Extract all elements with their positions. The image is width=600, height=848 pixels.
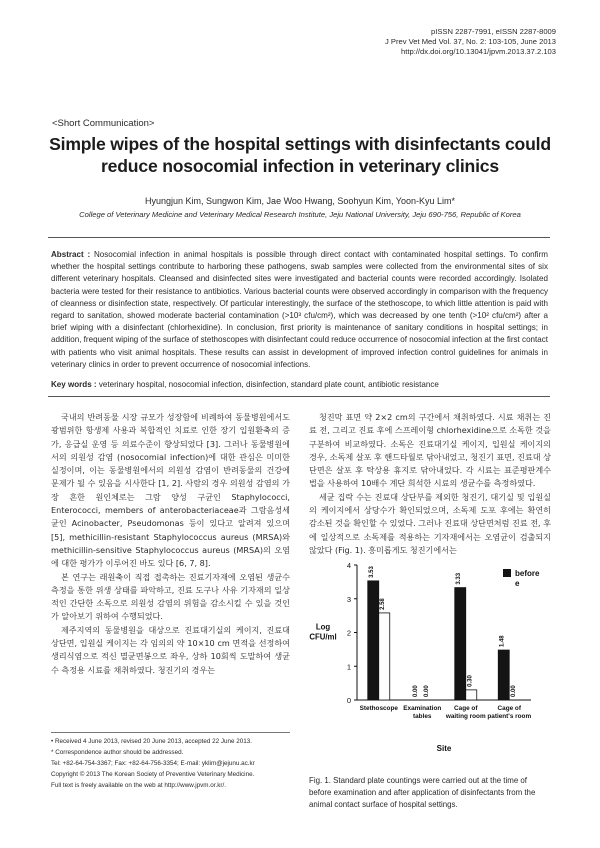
body-paragraph: 국내의 반려동물 시장 규모가 성장함에 비례하여 동물병원에서도 광범위한 항생제 사용과 복합적인 치료로 인한 장기 입원환축의 증가, 응급실 운영 등 의료수준이 향상되었다 [3]. 그러나 동물병원에서의 의원성 감염 (nosocomial infection)에 대한 관심은 미미한 실정이며, 이는 동물병원에서의 의원성 감염이 반려동물의 건강에 문제가 될 수 있음을 시사한다 [1, 2]. 사람의 경우 의원성 감염의 가장 흔한 원인체로는 그람 양성 구균인 Staphylococci, Enterococci, members of anterobacteriaceae과 그람음성세균인 Acinobacter, Pseudomonas 등이 있다고 알려져 있으며 [5], methicillin-resistant Staphylococcus aureus (MRSA)와 methicillin-sensitive Staphylococcus aureus (MRSA)의 오염에 대한 평가가 이루어진 바도 있다 [6, 7, 8]. [51,412,290,569]
bar-before [455,588,466,700]
figure-caption: Fig. 1. Standard plate countings were carried out at the time of before examination and after application of disinfectants from the animal contact surface of hospital settings. [309,776,536,810]
bar-before [498,650,509,700]
bar-value-label: 1.48 [499,635,506,648]
affiliation: College of Veterinary Medicine and Veterinary Medical Research Institute, Jeju National University, Jeju 690-756, Republic of Korea [79,210,521,219]
keywords [51,379,548,391]
y-tick-label: 2 [346,628,351,638]
abstract-label: Abstract : [51,250,91,259]
bar-after [379,613,390,700]
abstract-text: Nosocomial infection in animal hospitals is possible through direct contact with contaminated hospital settings. To confirm whether the hospital settings contribute to harboring these pathogens, swab samples were collected from the environmental sites of six different veterinary hospitals. Cleansed and disinfected sites were investigated and bacterial counts were recorded accordingly. Isolated bacteria were tested for their resistance to antibiotics. Various bacterial counts were observed accordingly in comparison with the frequency of cleanness or disinfection state, respectively. Of particular interestingly, the surface of the stethoscope, to which little attention is paid with regard to sanitation, showed moderate bacterial contamination (>10³ cfu/cm²), which was decreased by one tenth (>10² cfu/cm²) after a brief wiping with a disinfectant (chlorhexidine). In conclusion, first priority is maintenance of sanitary conditions in hospital settings; in addition, frequent wiping of the surface of stethoscopes with disinfectant could reduce occurrence of nosocomial infection at the first contact with patients who visit animal hospitals. These results can assist in development of improved infection control guidelines for animals in veterinary clinics in order to prevent occurrence of nosocomial infections. [51,250,548,369]
x-tick-label: patient's room [487,713,532,720]
bar-value-label: 0.30 [467,675,474,687]
paper-title [40,133,560,177]
x-tick-label: Cage of [497,705,521,712]
footnote-contact: Tel: +82-64-754-3367; Fax: +82-64-756-3354; E-mail: yklim@jejunu.ac.kr [51,760,255,767]
x-tick-label: Stethoscope [359,705,398,712]
body-paragraph: 세균 집락 수는 진료대 상단부를 제외한 청진기, 대기실 및 입원실의 케이지에서 상당수가 확인되었으며, 소독제 도포 후에는 확연히 감소된 것을 확인할 수 있었다. 그러나 진료대 상단면처럼 진료 전, 후에 일상적으로 소독제를 적용하는 기자재에서는 오염균이 검출되지 않았다 (Fig. 1). 흥미롭게도 청진기에서는 [309,491,551,555]
bar-after [466,690,477,700]
bar-value-label: 3.33 [456,572,463,585]
y-axis-label: CFU/ml [309,632,337,642]
x-tick-label: Cage of [454,705,478,712]
abstract-top-rule [48,237,550,238]
x-axis-label: Site [436,744,452,753]
keywords-text: veterinary hospital, nosocomial infection, disinfection, standard plate count, antibiotic resistance [98,380,439,389]
legend-label: e [515,579,520,588]
footnote-fulltext: Full text is freely available on the web at http://www.jpvm.or.kr/. [51,782,226,789]
journal-citation: J Prev Vet Med Vol. 37, No. 2: 103-105, June 2013 [385,37,556,46]
footnote-received: • Received 4 June 2013, revised 20 June 2013, accepted 22 June 2013. [51,738,253,745]
body-paragraph: 제주지역의 동물병원을 대상으로 진료대기실의 케이지, 진료대 상단면, 입원실 케이지는 각 임의의 약 10×10 cm 면적을 선정하여 생리식염으로 적신 멸균면봉으로 좌우, 상하 10회씩 도말하여 생균수 측정용 시료를 채취하였다. 청진기의 경우는 [51,624,290,675]
y-tick-label: 1 [346,662,351,672]
left-column [51,411,290,677]
x-tick-label: waiting room [445,713,486,720]
author-list: Hyungjun Kim, Sungwon Kim, Jae Woo Hwang, Soohyun Kim, Yoon-Kyu Lim* [145,196,455,206]
issn: pISSN 2287-7991, eISSN 2287-8009 [431,27,556,36]
body-paragraph: 본 연구는 래원축이 직접 접촉하는 진료기자재에 오염된 생균수 측정을 통한 위생 상태를 파악하고, 진료 도구나 사유 기자재의 일상적인 간단한 소독으로 의원성 감염의 위험을 감소시킬 수 있을 것인가 알아보기 위하여 수행되었다. [51,571,290,622]
y-tick-label: 3 [346,594,351,604]
bar-value-label: 0.00 [423,685,430,697]
abstract-bottom-rule [48,396,550,397]
figure-1-bar-chart [305,557,553,757]
footnote-correspondence: * Correspondence author should be addressed. [51,749,184,756]
body-paragraph: 청진막 표면 약 2×2 cm의 구간에서 채취하였다. 시료 채취는 진료 전, 그리고 진료 후에 스프레이형 chlorhexidine으로 소독한 것을 구분하여 비교하였다. 소독은 진료대기실 케이지, 입원실 케이지의 경우, 소독제 살포 후 핸드타월로 닦아내었고, 청진기 표면, 진료대 상단면은 살포 후 탁상용 휴지로 닦아내었다. 각 시료는 표준평판계수법을 사용하여 10배수 계단 희석한 시료의 생균수를 측정하였다. [309,412,551,489]
article-type: <Short Communication> [52,118,155,129]
x-tick-label: Examination [403,705,442,712]
bar-value-label: 0.00 [412,685,419,697]
footnote-rule [51,732,290,733]
y-tick-label: 0 [346,696,351,705]
keywords-label: Key words : [51,380,97,389]
bar-value-label: 2.58 [380,598,387,610]
footnotes [51,736,296,791]
right-column [309,411,551,557]
journal-header [385,27,556,57]
x-tick-label: tables [413,713,432,720]
abstract [51,249,548,371]
title-line-1: Simple wipes of the hospital settings with disinfectants could [49,134,551,154]
bar-value-label: 3.53 [369,566,376,578]
title-line-2: reduce nosocomial infection in veterinary clinics [101,156,499,176]
legend-label: before [515,569,540,578]
y-tick-label: 4 [346,561,351,570]
doi-link[interactable]: http://dx.doi.org/10.13041/jpvm.2013.37.2.103 [401,47,556,56]
bar-value-label: 0.00 [510,685,517,697]
y-axis-label: Log [315,622,331,632]
footnote-copyright: Copyright © 2013 The Korean Society of Preventive Veterinary Medicine. [51,771,255,778]
bar-before [368,581,379,700]
legend-swatch-before [503,569,511,577]
